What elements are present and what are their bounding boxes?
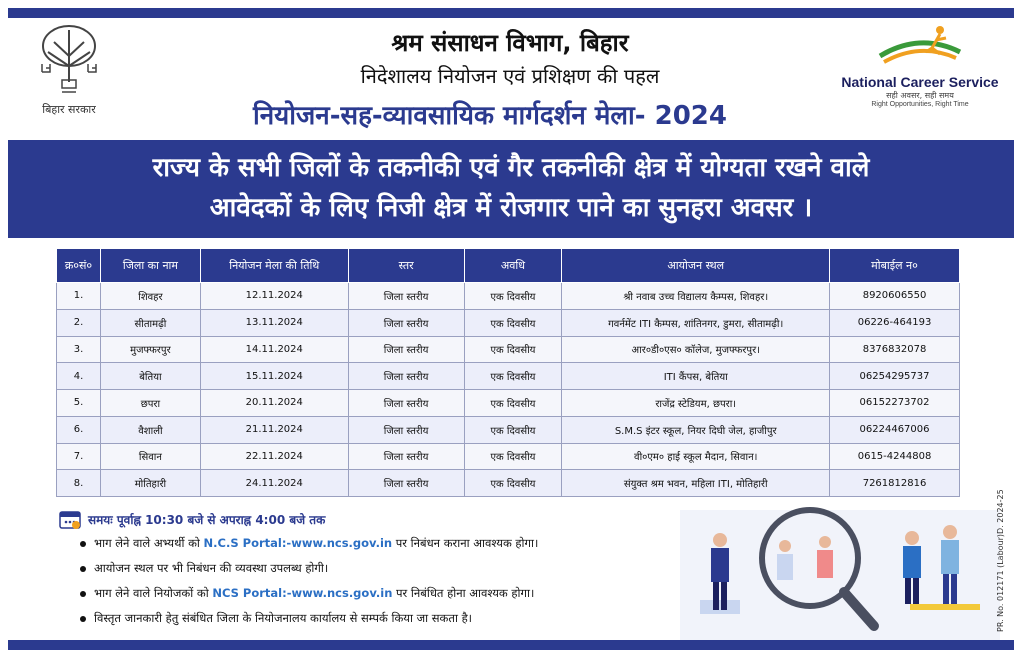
ncs-title: National Career Service [841, 74, 999, 90]
ncs-hindi-tagline: सही अवसर, सही समय [886, 91, 954, 100]
cell-date: 12.11.2024 [200, 283, 348, 310]
bullet-1-suffix: पर निबंधन कराना आवश्यक होगा। [392, 536, 539, 550]
cell-date: 13.11.2024 [200, 309, 348, 336]
cell-duration: एक दिवसीय [464, 309, 562, 336]
table-row [57, 283, 960, 310]
cell-district: सीतामढ़ी [100, 309, 200, 336]
ncs-swoosh-icon [870, 22, 970, 68]
cell-mobile: 8376832078 [830, 336, 960, 363]
cell-venue: गवर्नमेंट ITI कैम्पस, शांतिनगर, डुमरा, सीतामढ़ी। [562, 309, 830, 336]
cell-venue: वी०एम० हाई स्कूल मैदान, सिवान। [562, 443, 830, 470]
department-title: श्रम संसाधन विभाग, बिहार [391, 29, 629, 57]
cell-level: जिला स्तरीय [348, 390, 464, 417]
cell-venue: S.M.S इंटर स्कूल, नियर दिघी जेल, हाजीपुर [562, 416, 830, 443]
cell-mobile: 06254295737 [830, 363, 960, 390]
cell-duration: एक दिवसीय [464, 390, 562, 417]
table-row [57, 363, 960, 390]
cell-district: मोतिहारी [100, 470, 200, 497]
cell-serial: 4. [57, 363, 101, 390]
calendar-icon [58, 508, 82, 530]
list-item [80, 536, 658, 551]
cell-district: शिवहर [100, 283, 200, 310]
cell-date: 21.11.2024 [200, 416, 348, 443]
cell-level: जिला स्तरीय [348, 363, 464, 390]
cell-district: मुजफ्फरपुर [100, 336, 200, 363]
cell-venue: श्री नवाब उच्च विद्यालय कैम्पस, शिवहर। [562, 283, 830, 310]
timing-text: समयः पूर्वाह्न 10:30 बजे से अपराह्न 4:00 बजे तक [88, 512, 326, 527]
cell-duration: एक दिवसीय [464, 283, 562, 310]
top-border-bar [8, 8, 1014, 18]
cell-level: जिला स्तरीय [348, 470, 464, 497]
header-district: जिला का नाम [100, 249, 200, 283]
table-row [57, 443, 960, 470]
cell-mobile: 0615-4244808 [830, 443, 960, 470]
table-row [57, 390, 960, 417]
cell-date: 15.11.2024 [200, 363, 348, 390]
cell-date: 20.11.2024 [200, 390, 348, 417]
header-level: स्तर [348, 249, 464, 283]
cell-level: जिला स्तरीय [348, 309, 464, 336]
timing-row [58, 508, 658, 530]
cell-duration: एक दिवसीय [464, 470, 562, 497]
opportunity-banner [8, 140, 1014, 238]
emblem-label: बिहार सरकार [42, 103, 96, 116]
table-row [57, 470, 960, 497]
cell-venue: संयुक्त श्रम भवन, महिला ITI, मोतिहारी [562, 470, 830, 497]
cell-level: जिला स्तरीय [348, 336, 464, 363]
cell-level: जिला स्तरीय [348, 416, 464, 443]
cell-duration: एक दिवसीय [464, 363, 562, 390]
bullet-1-text: भाग लेने वाले अभ्यर्थी को [94, 536, 204, 550]
bihar-emblem [24, 22, 114, 122]
cell-district: छपरा [100, 390, 200, 417]
banner-line-1: राज्य के सभी जिलों के तकनीकी एवं गैर तकनीकी क्षेत्र में योग्यता रखने वाले [152, 153, 870, 183]
cell-venue: राजेंद्र स्टेडियम, छपरा। [562, 390, 830, 417]
cell-mobile: 06152273702 [830, 390, 960, 417]
bullet-3-text: भाग लेने वाले नियोजकों को [94, 586, 213, 600]
header-duration: अवधि [464, 249, 562, 283]
cell-mobile: 8920606550 [830, 283, 960, 310]
cell-duration: एक दिवसीय [464, 336, 562, 363]
cell-date: 24.11.2024 [200, 470, 348, 497]
cell-venue: ITI कैंपस, बेतिया [562, 363, 830, 390]
ncs-portal-link[interactable]: N.C.S Portal:-www.ncs.gov.in [203, 536, 393, 550]
cell-serial: 6. [57, 416, 101, 443]
bodhi-tree-emblem-icon [34, 22, 104, 100]
banner-line-2: आवेदकों के लिए निजी क्षेत्र में रोजगार पाने का सुनहरा अवसर । [209, 193, 813, 223]
list-item [80, 586, 658, 601]
header-serial: क्र०सं० [57, 249, 101, 283]
header-date: नियोजन मेला की तिथि [200, 249, 348, 283]
cell-serial: 3. [57, 336, 101, 363]
cell-venue: आर०डी०एस० कॉलेज, मुजफ्फरपुर। [562, 336, 830, 363]
cell-serial: 1. [57, 283, 101, 310]
bottom-border-bar [8, 640, 1014, 650]
cell-duration: एक दिवसीय [464, 443, 562, 470]
ncs-tagline: Right Opportunities, Right Time [871, 101, 969, 108]
cell-district: वैशाली [100, 416, 200, 443]
cell-duration: एक दिवसीय [464, 416, 562, 443]
cell-mobile: 7261812816 [830, 470, 960, 497]
list-item [80, 561, 658, 576]
cell-mobile: 06224467006 [830, 416, 960, 443]
fair-title: नियोजन-सह-व्यावसायिक मार्गदर्शन मेला- 2024 [253, 101, 727, 131]
cell-date: 22.11.2024 [200, 443, 348, 470]
cell-level: जिला स्तरीय [348, 443, 464, 470]
bullet-3-suffix: पर निबंधित होना आवश्यक होगा। [392, 586, 535, 600]
bullet-2-text: आयोजन स्थल पर भी निबंधन की व्यवस्था उपलब्ध होगी। [94, 561, 329, 575]
header-mobile: मोबाईल न० [830, 249, 960, 283]
cell-serial: 7. [57, 443, 101, 470]
table-header-row [57, 249, 960, 283]
pr-number: PR. No. 012171 (Labour)D. 2024-25 [996, 489, 1005, 632]
cell-date: 14.11.2024 [200, 336, 348, 363]
ncs-logo [840, 22, 1000, 122]
job-seekers-illustration [680, 500, 1000, 640]
table-row [57, 336, 960, 363]
ncs-portal-link-employers[interactable]: NCS Portal:-www.ncs.gov.in [212, 586, 393, 600]
table-row [57, 309, 960, 336]
table-row [57, 416, 960, 443]
cell-serial: 5. [57, 390, 101, 417]
job-fair-schedule-table [56, 248, 960, 497]
cell-serial: 2. [57, 309, 101, 336]
bullet-4-text: विस्तृत जानकारी हेतु संबंधित जिला के नियोजनालय कार्यालय से सम्पर्क किया जा सकता है। [94, 611, 473, 625]
instruction-list [80, 536, 658, 626]
header-venue: आयोजन स्थल [562, 249, 830, 283]
cell-serial: 8. [57, 470, 101, 497]
cell-level: जिला स्तरीय [348, 283, 464, 310]
list-item [80, 611, 658, 626]
instructions-section [58, 508, 658, 636]
cell-mobile: 06226-464193 [830, 309, 960, 336]
cell-district: सिवान [100, 443, 200, 470]
directorate-subtitle: निदेशालय नियोजन एवं प्रशिक्षण की पहल [360, 64, 660, 88]
cell-district: बेतिया [100, 363, 200, 390]
